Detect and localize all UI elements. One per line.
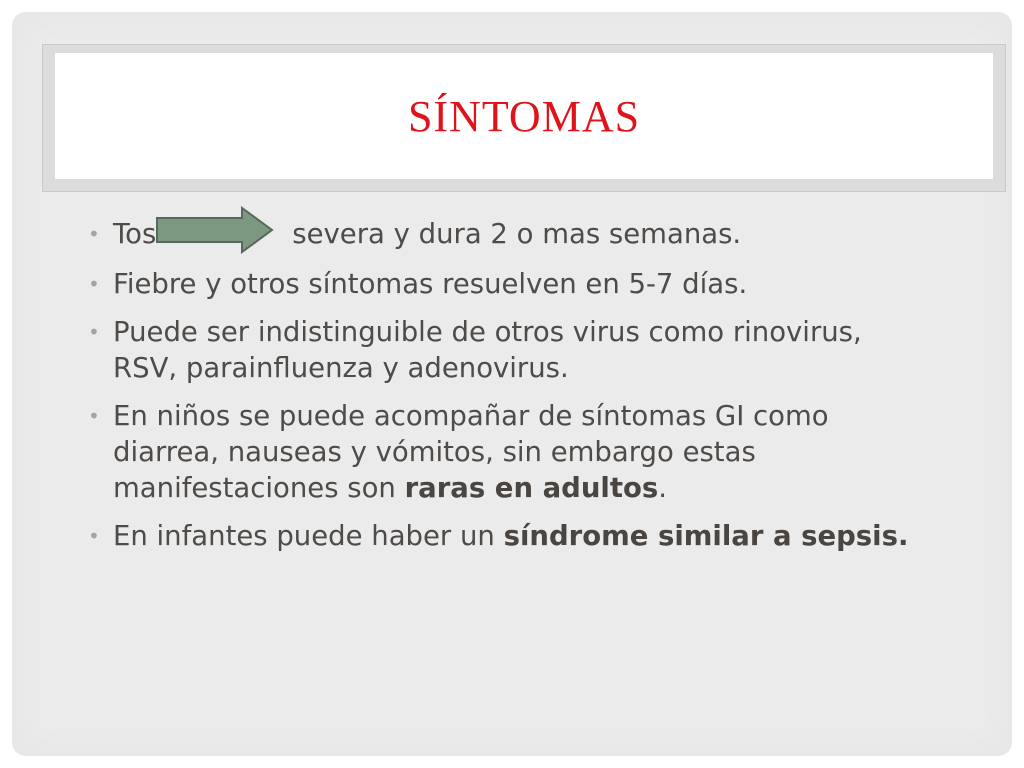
bullet-marker: • [88,222,100,246]
bullet-item-1 [88,216,918,254]
bullet-4-bold-text: raras en adultos [404,472,659,504]
right-arrow-icon [156,206,274,254]
title-box [55,53,993,179]
bullet-marker: • [88,404,100,428]
bullet-5-text: En infantes puede haber un [113,520,504,552]
bullet-list [88,216,918,566]
bullet-4-text: En niños se puede acompañar de síntomas GI como diarrea, nauseas y vómitos, sin embargo estas manifestaciones son [113,400,829,504]
bullet-item-2 [88,266,918,302]
bullet-marker: • [88,320,100,344]
bullet-4-text-after: . [658,472,667,504]
bullet-marker: • [88,272,100,296]
bullet-3-text: Puede ser indistinguible de otros virus como rinovirus, RSV, parainfluenza y adenovirus. [113,316,862,384]
bullet-1-text-after: severa y dura 2 o mas semanas. [292,218,742,250]
bullet-2-text: Fiebre y otros síntomas resuelven en 5-7 días. [113,268,748,300]
bullet-1-text-before: Tos [113,218,157,250]
bullet-item-4 [88,398,918,506]
bullet-5-bold-text: síndrome similar a sepsis. [503,520,909,552]
title-frame [42,44,1006,192]
slide [12,12,1012,756]
slide-title: SÍNTOMAS [407,91,641,141]
bullet-marker: • [88,524,100,548]
bullet-item-5 [88,518,918,554]
bullet-item-3 [88,314,918,386]
